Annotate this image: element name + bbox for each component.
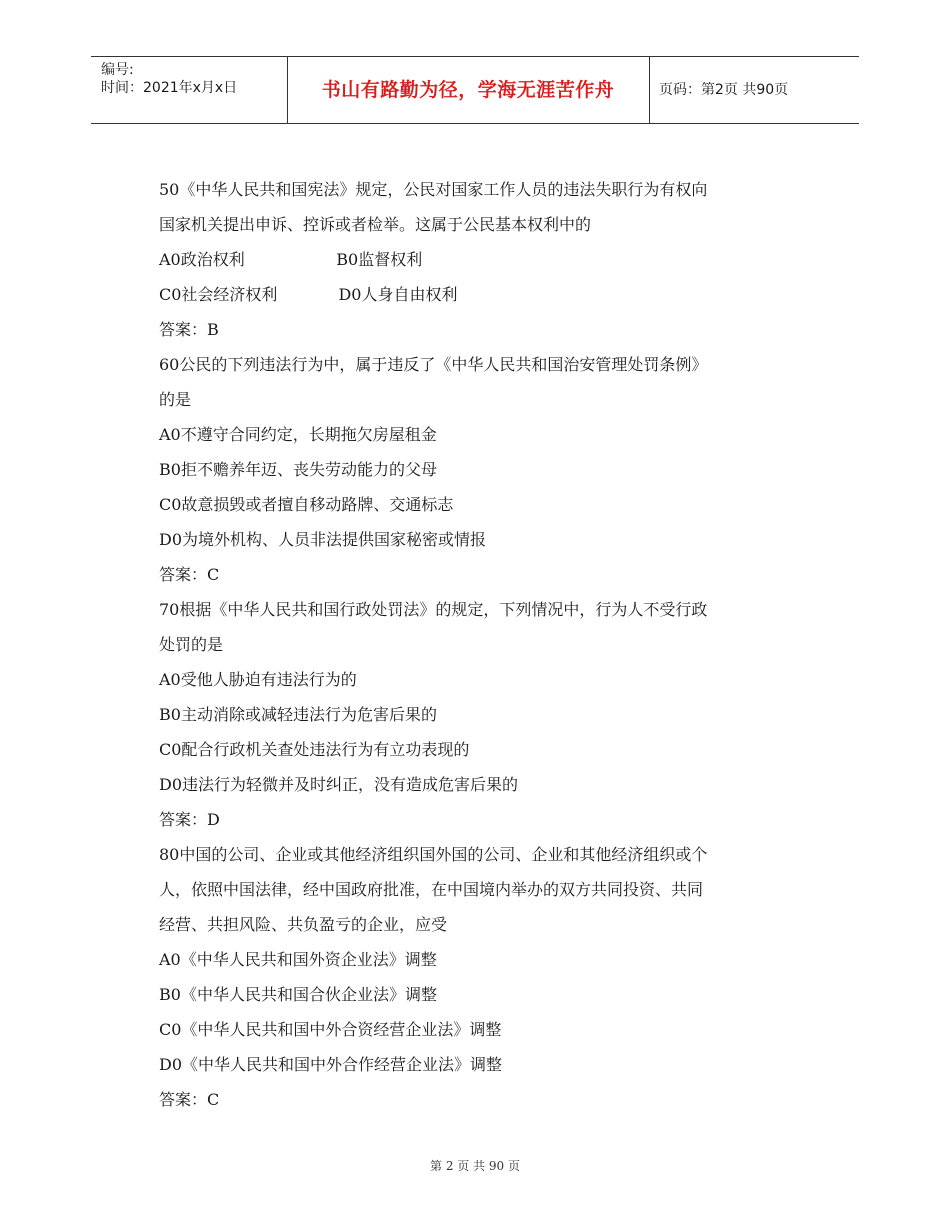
text-line: 50《中华人民共和国宪法》规定，公民对国家工作人员的违法失职行为有权向 xyxy=(159,180,708,199)
text-line: D0违法行为轻微并及时纠正，没有造成危害后果的 xyxy=(159,775,519,794)
answer-line: 答案：D xyxy=(159,810,220,829)
text-line: C0《中华人民共和国中外合资经营企业法》调整 xyxy=(159,1020,502,1039)
text-line: C0配合行政机关查处违法行为有立功表现的 xyxy=(159,740,470,759)
text-line: D0为境外机构、人员非法提供国家秘密或情报 xyxy=(159,530,487,549)
answer-line: 答案：C xyxy=(159,1090,220,1109)
text-line: 国家机关提出申诉、控诉或者检举。这属于公民基本权利中的 xyxy=(159,215,592,234)
text-line: D0《中华人民共和国中外合作经营企业法》调整 xyxy=(159,1055,503,1074)
text-line: 的是 xyxy=(159,390,192,409)
text-line: B0拒不赡养年迈、丧失劳动能力的父母 xyxy=(159,460,437,479)
text-line: B0主动消除或减轻违法行为危害后果的 xyxy=(159,705,437,724)
text-line: C0故意损毁或者擅自移动路牌、交通标志 xyxy=(159,495,454,514)
time-label: 时间：2021年x月x日 xyxy=(101,80,238,96)
text-line: 60公民的下列违法行为中，属于违反了《中华人民共和国治安管理处罚条例》 xyxy=(159,355,708,374)
text-line: 人，依照中国法律，经中国政府批准，在中国境内举办的双方共同投资、共同 xyxy=(159,880,704,899)
text-line: A0不遵守合同约定，长期拖欠房屋租金 xyxy=(159,425,437,444)
text-line: A0《中华人民共和国外资企业法》调整 xyxy=(159,950,437,969)
page-footer: 第 2 页 共 90 页 xyxy=(430,1159,520,1173)
header-page-label: 页码：第2页 共90页 xyxy=(659,82,789,98)
text-line: 70根据《中华人民共和国行政处罚法》的规定，下列情况中，行为人不受行政 xyxy=(159,600,708,619)
text-line: B0《中华人民共和国合伙企业法》调整 xyxy=(159,985,437,1004)
document-body xyxy=(159,172,809,1117)
header-motto: 书山有路勤为径，学海无涯苦作舟 xyxy=(287,57,650,123)
answer-line: 答案：C xyxy=(159,565,220,584)
header-meta xyxy=(91,57,288,123)
text-line: 经营、共担风险、共负盈亏的企业，应受 xyxy=(159,915,448,934)
text-line: 80中国的公司、企业或其他经济组织国外国的公司、企业和其他经济组织或个 xyxy=(159,845,708,864)
serial-label: 编号: xyxy=(101,62,134,78)
answer-line: 答案：B xyxy=(159,320,219,339)
text-line: A0受他人胁迫有违法行为的 xyxy=(159,670,357,689)
text-line: A0政治权利 B0监督权利 xyxy=(159,250,423,269)
page-header xyxy=(91,56,859,124)
text-line: C0社会经济权利 D0人身自由权利 xyxy=(159,285,458,304)
text-line: 处罚的是 xyxy=(159,635,224,654)
